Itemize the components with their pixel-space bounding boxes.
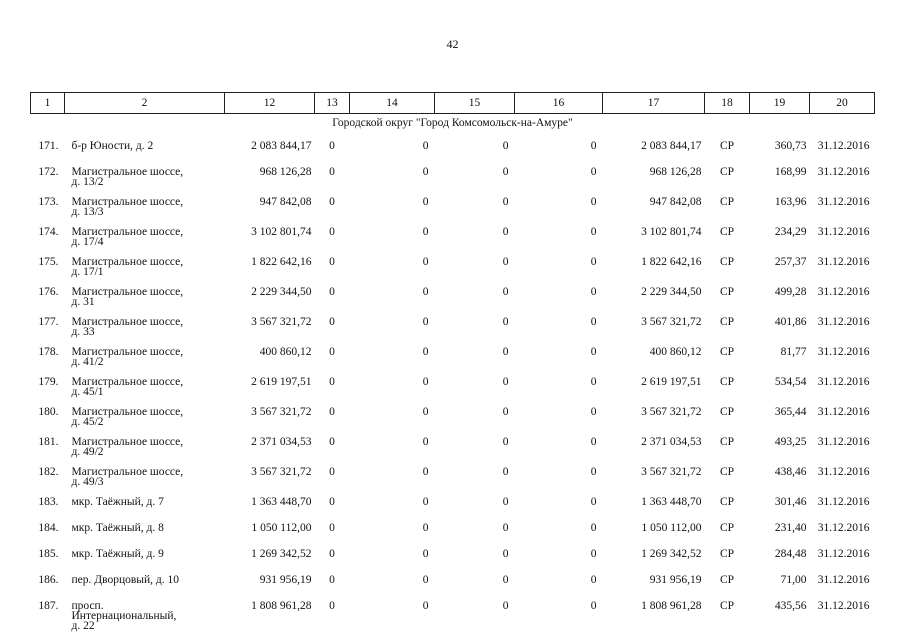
col-12-value: 1 808 961,28	[251, 600, 312, 612]
col-12-value: 3 567 321,72	[251, 466, 312, 478]
table-row	[31, 285, 875, 315]
row-address	[65, 255, 225, 285]
table-row	[31, 435, 875, 465]
col-19-value: 168,99	[774, 166, 807, 178]
col-19-value: 435,56	[774, 600, 807, 612]
col-15-value: 0	[502, 522, 509, 534]
col-16-value: 0	[590, 522, 597, 534]
col-18-value: СР	[719, 522, 735, 534]
row-address	[65, 139, 225, 165]
col-17-value: 931 956,19	[649, 574, 702, 586]
col-14-value: 0	[422, 496, 429, 508]
row-number: 184.	[38, 522, 59, 534]
row-number: 183.	[38, 496, 59, 508]
col-18-value: СР	[719, 406, 735, 418]
col-14-value: 0	[422, 522, 429, 534]
table-row	[31, 375, 875, 405]
col-19-value: 301,46	[774, 496, 807, 508]
col-16-value: 0	[590, 496, 597, 508]
address-line: д. 45/1	[71, 386, 104, 398]
col-19-value: 360,73	[774, 140, 807, 152]
row-number: 172.	[38, 166, 59, 178]
col-20-value: 31.12.2016	[817, 226, 870, 238]
col-12-value: 968 126,28	[259, 166, 312, 178]
row-address	[65, 195, 225, 225]
row-number: 174.	[38, 226, 59, 238]
group-row	[31, 114, 875, 140]
col-16-value: 0	[590, 600, 597, 612]
address-line: д. 49/2	[71, 446, 104, 458]
table-row	[31, 165, 875, 195]
col-18-value: СР	[719, 316, 735, 328]
col-18-value: СР	[719, 226, 735, 238]
col-18-value: СР	[719, 166, 735, 178]
col-19-value: 401,86	[774, 316, 807, 328]
col-14-value: 0	[422, 600, 429, 612]
table-row	[31, 521, 875, 547]
col-20-value: 31.12.2016	[817, 574, 870, 586]
col-17-value: 3 102 801,74	[641, 226, 702, 238]
col-12-value: 3 567 321,72	[251, 406, 312, 418]
col-15-value: 0	[502, 548, 509, 560]
col-16-value: 0	[590, 316, 597, 328]
col-13-value: 0	[329, 286, 335, 298]
header-cell: 17	[603, 93, 705, 114]
address-line: Магистральное шоссе,	[71, 346, 184, 358]
col-17-value: 3 567 321,72	[641, 466, 702, 478]
address-line: мкр. Таёжный, д. 8	[71, 522, 164, 534]
col-16-value: 0	[590, 466, 597, 478]
col-12-value: 400 860,12	[259, 346, 312, 358]
address-line: д. 33	[71, 326, 95, 338]
page-number: 42	[446, 37, 459, 51]
col-17-value: 2 083 844,17	[641, 140, 702, 152]
col-17-value: 3 567 321,72	[641, 316, 702, 328]
col-20-value: 31.12.2016	[817, 496, 870, 508]
col-18-value: СР	[719, 256, 735, 268]
col-17-value: 3 567 321,72	[641, 406, 702, 418]
address-line: д. 13/2	[71, 176, 104, 188]
col-19-value: 257,37	[774, 256, 807, 268]
col-12-value: 1 822 642,16	[251, 256, 312, 268]
col-19-value: 365,44	[774, 406, 807, 418]
col-20-value: 31.12.2016	[817, 316, 870, 328]
row-address	[65, 405, 225, 435]
col-18-value: СР	[719, 436, 735, 448]
row-address	[65, 435, 225, 465]
col-14-value: 0	[422, 436, 429, 448]
col-18-value: СР	[719, 346, 735, 358]
col-13-value: 0	[329, 256, 335, 268]
table-row	[31, 405, 875, 435]
table-row	[31, 345, 875, 375]
col-13-value: 0	[329, 496, 335, 508]
col-16-value: 0	[590, 406, 597, 418]
col-16-value: 0	[590, 574, 597, 586]
col-20-value: 31.12.2016	[817, 256, 870, 268]
col-15-value: 0	[502, 406, 509, 418]
col-18-value: СР	[719, 548, 735, 560]
col-17-value: 2 229 344,50	[641, 286, 702, 298]
col-12-value: 2 619 197,51	[251, 376, 312, 388]
row-address	[65, 573, 225, 599]
col-15-value: 0	[502, 346, 509, 358]
col-16-value: 0	[590, 140, 597, 152]
row-address	[65, 465, 225, 495]
col-20-value: 31.12.2016	[817, 376, 870, 388]
col-19-value: 284,48	[774, 548, 807, 560]
col-14-value: 0	[422, 548, 429, 560]
property-table	[30, 92, 875, 641]
col-17-value: 1 808 961,28	[641, 600, 702, 612]
col-16-value: 0	[590, 346, 597, 358]
address-line: д. 49/3	[71, 476, 104, 488]
address-line: д. 41/2	[71, 356, 104, 368]
address-line: Магистральное шоссе,	[71, 466, 184, 478]
col-13-value: 0	[329, 548, 335, 560]
table-row	[31, 255, 875, 285]
address-line: пер. Дворцовый, д. 10	[71, 574, 180, 586]
col-13-value: 0	[329, 226, 335, 238]
address-line: Магистральное шоссе,	[71, 166, 184, 178]
row-address	[65, 165, 225, 195]
row-address	[65, 495, 225, 521]
address-line: б-р Юности, д. 2	[71, 140, 154, 152]
address-line: просп.	[71, 600, 104, 612]
group-title: Городской округ "Город Комсомольск-на-Амуре"	[332, 117, 573, 129]
header-cell: 1	[31, 93, 65, 114]
col-20-value: 31.12.2016	[817, 346, 870, 358]
col-14-value: 0	[422, 286, 429, 298]
col-16-value: 0	[590, 166, 597, 178]
address-line: Магистральное шоссе,	[71, 436, 184, 448]
col-17-value: 968 126,28	[649, 166, 702, 178]
header-row	[31, 93, 875, 114]
col-19-value: 163,96	[774, 196, 807, 208]
col-14-value: 0	[422, 346, 429, 358]
row-number: 173.	[38, 196, 59, 208]
col-12-value: 931 956,19	[259, 574, 312, 586]
col-20-value: 31.12.2016	[817, 522, 870, 534]
col-15-value: 0	[502, 600, 509, 612]
row-number: 178.	[38, 346, 59, 358]
col-13-value: 0	[329, 316, 335, 328]
address-line: Магистральное шоссе,	[71, 256, 184, 268]
col-17-value: 2 371 034,53	[641, 436, 702, 448]
col-14-value: 0	[422, 466, 429, 478]
row-address	[65, 225, 225, 255]
address-line: Магистральное шоссе,	[71, 286, 184, 298]
row-number: 180.	[38, 406, 59, 418]
col-16-value: 0	[590, 286, 597, 298]
header-cell: 20	[810, 93, 875, 114]
col-15-value: 0	[502, 256, 509, 268]
col-13-value: 0	[329, 196, 335, 208]
col-13-value: 0	[329, 406, 335, 418]
col-15-value: 0	[502, 166, 509, 178]
col-13-value: 0	[329, 600, 335, 612]
table-row	[31, 599, 875, 641]
col-20-value: 31.12.2016	[817, 600, 870, 612]
col-15-value: 0	[502, 140, 509, 152]
col-20-value: 31.12.2016	[817, 466, 870, 478]
col-17-value: 1 050 112,00	[641, 522, 702, 534]
col-15-value: 0	[502, 316, 509, 328]
col-13-value: 0	[329, 140, 335, 152]
col-19-value: 231,40	[774, 522, 807, 534]
col-14-value: 0	[422, 376, 429, 388]
col-14-value: 0	[422, 226, 429, 238]
row-address	[65, 521, 225, 547]
col-16-value: 0	[590, 436, 597, 448]
col-12-value: 2 083 844,17	[251, 140, 312, 152]
row-number: 177.	[38, 316, 59, 328]
col-15-value: 0	[502, 286, 509, 298]
col-18-value: СР	[719, 140, 735, 152]
address-line: д. 17/1	[71, 266, 104, 278]
table-row	[31, 195, 875, 225]
col-15-value: 0	[502, 496, 509, 508]
col-20-value: 31.12.2016	[817, 196, 870, 208]
address-line: д. 22	[71, 620, 95, 632]
col-13-value: 0	[329, 346, 335, 358]
col-19-value: 234,29	[774, 226, 807, 238]
col-19-value: 71,00	[780, 574, 807, 586]
address-line: Магистральное шоссе,	[71, 316, 184, 328]
col-17-value: 2 619 197,51	[641, 376, 702, 388]
row-address	[65, 345, 225, 375]
header-cell: 16	[515, 93, 603, 114]
header-cell: 14	[350, 93, 435, 114]
row-number: 185.	[38, 548, 59, 560]
col-12-value: 947 842,08	[259, 196, 312, 208]
col-15-value: 0	[502, 466, 509, 478]
table-row	[31, 495, 875, 521]
col-14-value: 0	[422, 406, 429, 418]
col-18-value: СР	[719, 196, 735, 208]
col-14-value: 0	[422, 256, 429, 268]
header-cell: 15	[435, 93, 515, 114]
table-row	[31, 465, 875, 495]
row-number: 171.	[38, 140, 59, 152]
address-line: Магистральное шоссе,	[71, 196, 184, 208]
row-number: 175.	[38, 256, 59, 268]
header-cell: 2	[65, 93, 225, 114]
col-12-value: 3 102 801,74	[251, 226, 312, 238]
header-cell: 19	[750, 93, 810, 114]
address-line: Магистральное шоссе,	[71, 406, 184, 418]
col-12-value: 2 371 034,53	[251, 436, 312, 448]
col-13-value: 0	[329, 466, 335, 478]
col-12-value: 2 229 344,50	[251, 286, 312, 298]
address-line: мкр. Таёжный, д. 9	[71, 548, 164, 560]
col-20-value: 31.12.2016	[817, 406, 870, 418]
col-13-value: 0	[329, 436, 335, 448]
row-address	[65, 599, 225, 641]
col-14-value: 0	[422, 166, 429, 178]
col-16-value: 0	[590, 256, 597, 268]
col-18-value: СР	[719, 376, 735, 388]
table-row	[31, 573, 875, 599]
col-13-value: 0	[329, 574, 335, 586]
col-14-value: 0	[422, 196, 429, 208]
col-16-value: 0	[590, 196, 597, 208]
col-20-value: 31.12.2016	[817, 166, 870, 178]
col-20-value: 31.12.2016	[817, 286, 870, 298]
col-13-value: 0	[329, 376, 335, 388]
col-15-value: 0	[502, 376, 509, 388]
col-18-value: СР	[719, 496, 735, 508]
col-15-value: 0	[502, 574, 509, 586]
row-number: 179.	[38, 376, 59, 388]
address-line: Интернациональный,	[71, 610, 177, 622]
col-16-value: 0	[590, 548, 597, 560]
row-address	[65, 547, 225, 573]
col-19-value: 534,54	[774, 376, 807, 388]
table-row	[31, 547, 875, 573]
header-cell: 13	[315, 93, 350, 114]
col-17-value: 1 822 642,16	[641, 256, 702, 268]
col-18-value: СР	[719, 286, 735, 298]
row-number: 186.	[38, 574, 59, 586]
col-12-value: 1 363 448,70	[251, 496, 312, 508]
row-number: 187.	[38, 600, 59, 612]
col-18-value: СР	[719, 466, 735, 478]
header-cell: 18	[705, 93, 750, 114]
address-line: д. 31	[71, 296, 95, 308]
col-20-value: 31.12.2016	[817, 140, 870, 152]
address-line: д. 13/3	[71, 206, 104, 218]
col-17-value: 947 842,08	[649, 196, 702, 208]
address-line: д. 17/4	[71, 236, 104, 248]
address-line: Магистральное шоссе,	[71, 226, 184, 238]
table-row	[31, 139, 875, 165]
col-14-value: 0	[422, 574, 429, 586]
col-14-value: 0	[422, 140, 429, 152]
col-16-value: 0	[590, 226, 597, 238]
row-address	[65, 375, 225, 405]
col-12-value: 1 269 342,52	[251, 548, 312, 560]
col-15-value: 0	[502, 196, 509, 208]
address-line: д. 45/2	[71, 416, 104, 428]
col-18-value: СР	[719, 574, 735, 586]
col-16-value: 0	[590, 376, 597, 388]
col-19-value: 499,28	[774, 286, 807, 298]
row-address	[65, 285, 225, 315]
col-19-value: 493,25	[774, 436, 807, 448]
row-number: 176.	[38, 286, 59, 298]
col-17-value: 1 269 342,52	[641, 548, 702, 560]
address-line: мкр. Таёжный, д. 7	[71, 496, 164, 508]
col-12-value: 1 050 112,00	[251, 522, 312, 534]
col-14-value: 0	[422, 316, 429, 328]
col-17-value: 400 860,12	[649, 346, 702, 358]
row-number: 181.	[38, 436, 59, 448]
col-19-value: 438,46	[774, 466, 807, 478]
col-13-value: 0	[329, 166, 335, 178]
col-13-value: 0	[329, 522, 335, 534]
col-15-value: 0	[502, 226, 509, 238]
table-row	[31, 225, 875, 255]
col-20-value: 31.12.2016	[817, 436, 870, 448]
address-line: Магистральное шоссе,	[71, 376, 184, 388]
col-12-value: 3 567 321,72	[251, 316, 312, 328]
col-19-value: 81,77	[780, 346, 807, 358]
table-row	[31, 315, 875, 345]
col-18-value: СР	[719, 600, 735, 612]
col-17-value: 1 363 448,70	[641, 496, 702, 508]
row-address	[65, 315, 225, 345]
col-15-value: 0	[502, 436, 509, 448]
col-20-value: 31.12.2016	[817, 548, 870, 560]
row-number: 182.	[38, 466, 59, 478]
header-cell: 12	[225, 93, 315, 114]
